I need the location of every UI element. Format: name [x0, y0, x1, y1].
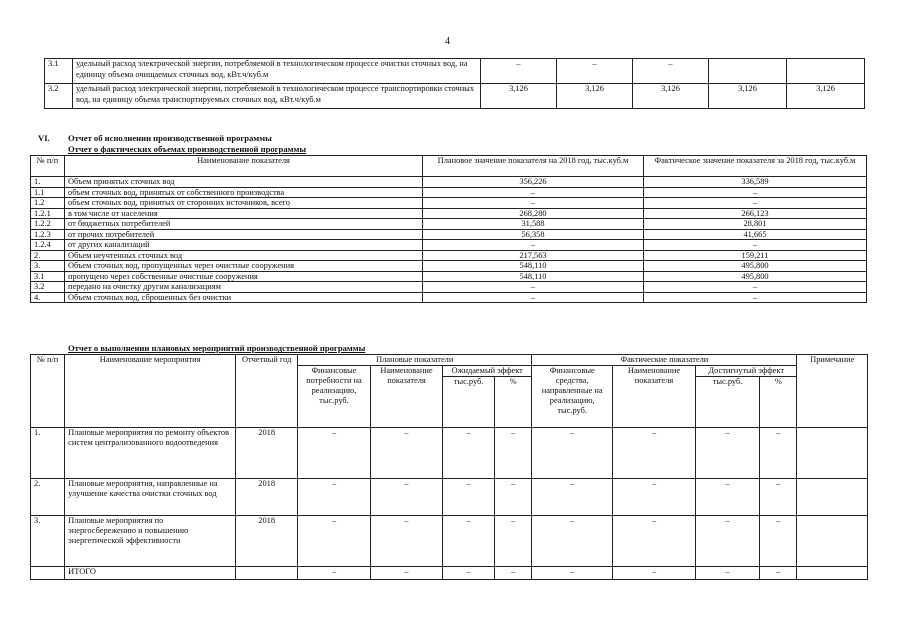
row-number: 3.: [31, 261, 65, 272]
row-cell: –: [298, 516, 371, 567]
row-name: Объем принятых сточных вод: [65, 177, 423, 188]
header-note: Примечание: [797, 355, 868, 428]
table-row: [31, 261, 867, 272]
row-fact-value: 159,211: [644, 250, 867, 261]
header-name: Наименование мероприятия: [65, 355, 236, 428]
header-fact-rub: тыс.руб.: [695, 377, 759, 428]
table-row: [31, 229, 867, 240]
row-plan-value: 217,563: [423, 250, 644, 261]
header-plan-fin: Финансовые потребности на реализацию, тыс.руб.: [298, 366, 371, 428]
table-row: [31, 177, 867, 188]
row-cell: –: [443, 567, 495, 580]
row-cell: –: [443, 516, 495, 567]
row-fact-value: –: [644, 198, 867, 209]
row-number: 1.2.1: [31, 208, 65, 219]
row-year: 2018: [236, 428, 298, 479]
row-name: объем сточных вод, принятых от сторонних источников, всего: [65, 198, 423, 209]
row-number: 3.1: [31, 271, 65, 282]
row-cell: –: [613, 479, 696, 516]
section-number: VI.: [38, 133, 50, 143]
section-7-title: Отчет о выполнении плановых мероприятий производственной программы: [68, 343, 366, 353]
row-cell: –: [298, 428, 371, 479]
header-num: № п/п: [31, 355, 65, 428]
row-value: –: [557, 59, 633, 84]
row-value: –: [481, 59, 557, 84]
row-cell: –: [495, 479, 532, 516]
row-plan-value: 56,358: [423, 229, 644, 240]
header-fact: Фактическое значение показателя за 2018 год, тыс.куб.м: [644, 156, 867, 177]
table-row: [31, 282, 867, 293]
row-fact-value: –: [644, 187, 867, 198]
section-6-subtitle: Отчет о фактических объемах производственной программы: [68, 144, 307, 154]
header-plan-pct: %: [495, 377, 532, 428]
row-year: 2018: [236, 479, 298, 516]
header-fact-ind: Наименование показателя: [613, 366, 696, 428]
row-cell: –: [695, 428, 759, 479]
row-name: Плановые мероприятия по энергосбережению и повышению энергетической эффективности: [65, 516, 236, 567]
header-plan: Плановое значение показателя на 2018 год, тыс.куб.м: [423, 156, 644, 177]
row-name: от прочих потребителей: [65, 229, 423, 240]
row-name: в том числе от населения: [65, 208, 423, 219]
row-cell: –: [613, 567, 696, 580]
header-plan-group: Плановые показатели: [298, 355, 532, 366]
row-cell: –: [613, 428, 696, 479]
row-cell: –: [495, 428, 532, 479]
row-number: 1.2.4: [31, 240, 65, 251]
row-note: [797, 428, 868, 479]
header-name: Наименование показателя: [65, 156, 423, 177]
row-number: 2.: [31, 250, 65, 261]
row-name: передано на очистку другим канализациям: [65, 282, 423, 293]
row-note: [797, 479, 868, 516]
header-fact-group: Фактические показатели: [532, 355, 797, 366]
row-value: 3,126: [787, 84, 865, 109]
row-year: 2018: [236, 516, 298, 567]
table-row: [31, 428, 868, 479]
row-plan-value: –: [423, 240, 644, 251]
row-name: пропущено через собственные очистные сооружения: [65, 271, 423, 282]
row-number: 1.2: [31, 198, 65, 209]
row-fact-value: 28,801: [644, 219, 867, 230]
table-row: [31, 187, 867, 198]
table-row: [31, 292, 867, 303]
row-note: [797, 516, 868, 567]
header-plan-ind: Наименование показателя: [370, 366, 443, 428]
row-cell: –: [760, 567, 797, 580]
row-plan-value: –: [423, 282, 644, 293]
row-name: Плановые мероприятия, направленные на улучшение качества очистки сточных вод: [65, 479, 236, 516]
row-cell: –: [443, 428, 495, 479]
row-number: 1.1: [31, 187, 65, 198]
row-number: 3.2: [45, 84, 73, 109]
row-value: 3,126: [633, 84, 709, 109]
row-fact-value: –: [644, 292, 867, 303]
row-value: 3,126: [557, 84, 633, 109]
row-cell: –: [370, 567, 443, 580]
row-cell: –: [532, 567, 613, 580]
header-plan-eff: Ожидаемый эффект: [443, 366, 532, 377]
row-cell: –: [443, 479, 495, 516]
row-cell: –: [760, 428, 797, 479]
table-row: [31, 516, 868, 567]
row-plan-value: 31,588: [423, 219, 644, 230]
row-plan-value: 268,280: [423, 208, 644, 219]
row-plan-value: –: [423, 292, 644, 303]
activities-table: [30, 354, 868, 580]
row-cell: –: [532, 479, 613, 516]
row-value: [709, 59, 787, 84]
table-row: [31, 219, 867, 230]
energy-consumption-table: [44, 58, 865, 109]
table-row: [31, 567, 868, 580]
row-cell: –: [695, 567, 759, 580]
row-cell: –: [532, 428, 613, 479]
row-value: 3,126: [709, 84, 787, 109]
header-num: № п/п: [31, 156, 65, 177]
row-number: 1.: [31, 177, 65, 188]
row-number: 1.2.3: [31, 229, 65, 240]
row-name: удельный расход электрической энергии, потребляемой в технологическом процессе транспортировки сточных вод, на единицу объема транспортируемых сточных вод, кВт.ч/куб.м: [73, 84, 481, 109]
row-cell: –: [298, 567, 371, 580]
table-row: [45, 84, 865, 109]
table-row: [31, 479, 868, 516]
page-number: 4: [445, 36, 450, 47]
row-cell: –: [532, 516, 613, 567]
table-row: [45, 59, 865, 84]
row-plan-value: 548,110: [423, 271, 644, 282]
row-plan-value: –: [423, 187, 644, 198]
row-name: Объем сточных вод, сброшенных без очистки: [65, 292, 423, 303]
row-name: Плановые мероприятия по ремонту объектов систем централизованного водоотведения: [65, 428, 236, 479]
row-cell: –: [298, 479, 371, 516]
row-value: –: [633, 59, 709, 84]
row-fact-value: 495,800: [644, 271, 867, 282]
row-name: ИТОГО: [65, 567, 236, 580]
row-plan-value: 548,110: [423, 261, 644, 272]
row-cell: –: [495, 516, 532, 567]
row-name: Объем сточных вод, пропущенных через очистные сооружения: [65, 261, 423, 272]
row-cell: –: [370, 428, 443, 479]
header-year: Отчетный год: [236, 355, 298, 428]
row-cell: –: [695, 479, 759, 516]
row-number: [31, 567, 65, 580]
row-fact-value: 266,123: [644, 208, 867, 219]
row-fact-value: –: [644, 240, 867, 251]
row-number: 3.1: [45, 59, 73, 84]
row-fact-value: 495,800: [644, 261, 867, 272]
volumes-table: [30, 155, 867, 303]
row-cell: –: [760, 516, 797, 567]
row-fact-value: 336,589: [644, 177, 867, 188]
section-title: Отчет об исполнении производственной программы: [68, 133, 272, 143]
row-name: удельный расход электрической энергии, потребляемой в технологическом процессе очистки сточных вод, на единицу объема очищаемых сточных вод, кВт.ч/куб.м: [73, 59, 481, 84]
table-row: [31, 208, 867, 219]
section-6-heading: [38, 133, 272, 143]
row-number: 3.: [31, 516, 65, 567]
header-plan-rub: тыс.руб.: [443, 377, 495, 428]
row-cell: –: [613, 516, 696, 567]
table-row: [31, 271, 867, 282]
table-row: [31, 250, 867, 261]
row-cell: –: [370, 516, 443, 567]
row-number: 1.2.2: [31, 219, 65, 230]
row-name: от других канализаций: [65, 240, 423, 251]
row-year: [236, 567, 298, 580]
row-cell: –: [495, 567, 532, 580]
row-number: 3.2: [31, 282, 65, 293]
table-row: [31, 240, 867, 251]
row-value: [787, 59, 865, 84]
header-fact-fin: Финансовые средства, направленные на реализацию, тыс.руб.: [532, 366, 613, 428]
row-value: 3,126: [481, 84, 557, 109]
row-name: Объем неучтенных сточных вод: [65, 250, 423, 261]
row-plan-value: 356,226: [423, 177, 644, 188]
header-fact-pct: %: [760, 377, 797, 428]
row-number: 1.: [31, 428, 65, 479]
row-cell: –: [370, 479, 443, 516]
row-cell: –: [760, 479, 797, 516]
row-plan-value: –: [423, 198, 644, 209]
row-fact-value: 41,665: [644, 229, 867, 240]
row-cell: –: [695, 516, 759, 567]
table-row: [31, 198, 867, 209]
row-number: 2.: [31, 479, 65, 516]
row-fact-value: –: [644, 282, 867, 293]
row-note: [797, 567, 868, 580]
header-fact-eff: Достигнутый эффект: [695, 366, 797, 377]
row-name: от бюджетных потребителей: [65, 219, 423, 230]
row-number: 4.: [31, 292, 65, 303]
row-name: объем сточных вод, принятых от собственного производства: [65, 187, 423, 198]
